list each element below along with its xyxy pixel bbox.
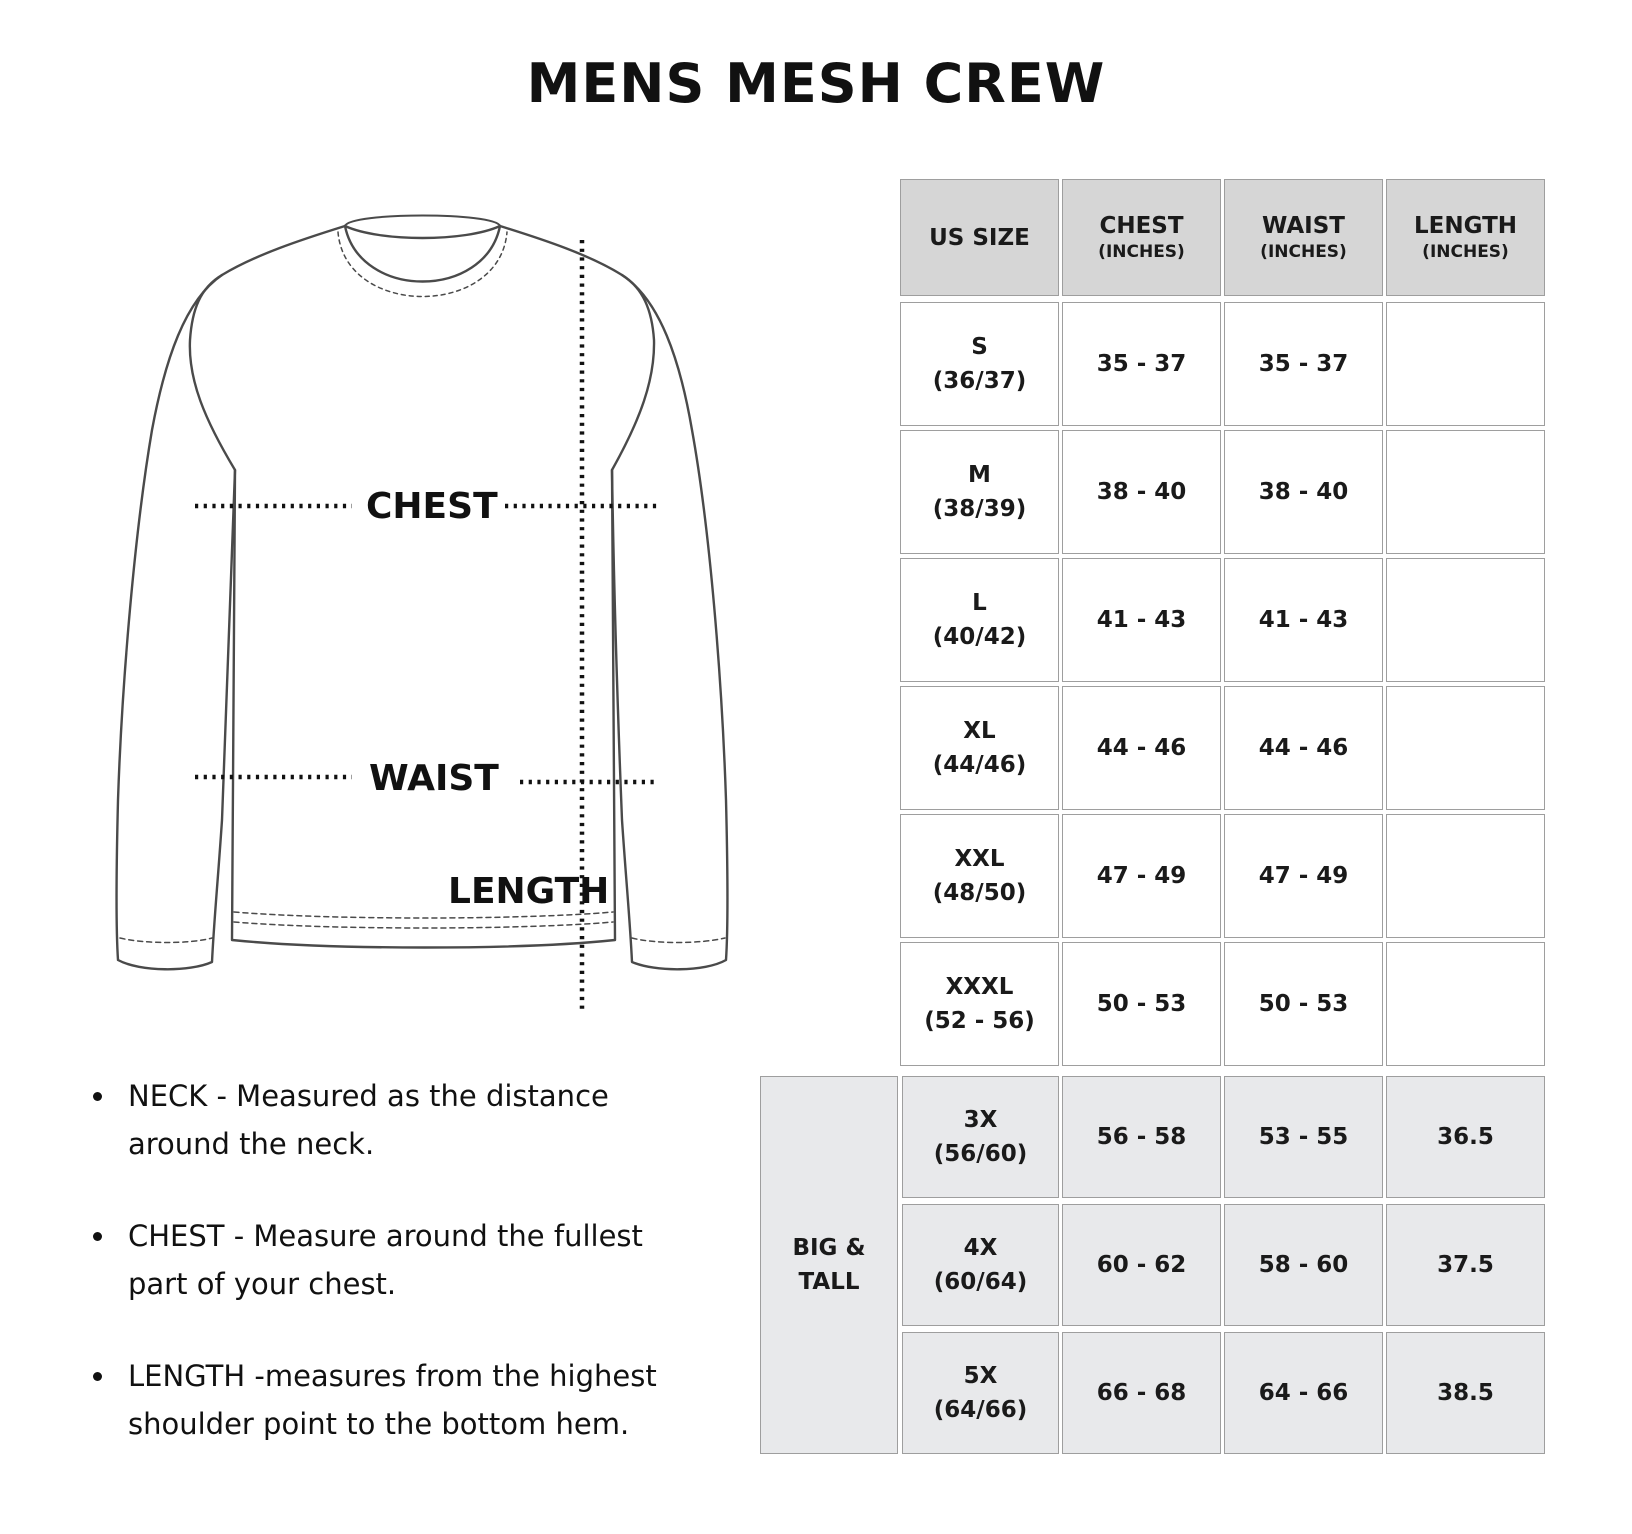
size-name: XXL	[954, 846, 1005, 872]
measurement-notes	[90, 1072, 730, 1492]
shirt-body-outline	[190, 226, 654, 948]
table-row-size-cell	[902, 1076, 1059, 1198]
table-row-size-cell	[900, 302, 1059, 426]
header-unit: (INCHES)	[1260, 241, 1347, 262]
size-name: XXXL	[945, 974, 1014, 1000]
note-line: around the neck.	[128, 1127, 375, 1161]
page-title: MENS MESH CREW	[526, 52, 1106, 115]
table-cell-chest: 47 - 49	[1062, 814, 1221, 938]
table-cell-length: 36.5	[1386, 1076, 1545, 1198]
header-waist	[1224, 179, 1383, 296]
table-cell-waist: 47 - 49	[1224, 814, 1383, 938]
table-row-size-cell	[900, 430, 1059, 554]
table-cell-waist: 64 - 66	[1224, 1332, 1383, 1454]
table-cell-waist: 41 - 43	[1224, 558, 1383, 682]
size-name: XL	[963, 718, 996, 744]
header-length	[1386, 179, 1545, 296]
table-row-size-cell	[902, 1332, 1059, 1454]
right-sleeve-outline	[612, 275, 728, 969]
table-row-size-cell	[900, 686, 1059, 810]
table-row-size-cell	[902, 1204, 1059, 1326]
table-cell-chest: 66 - 68	[1062, 1332, 1221, 1454]
size-alt: (64/66)	[933, 1397, 1028, 1423]
left-sleeve-outline	[117, 275, 236, 969]
header-label: LENGTH	[1413, 212, 1518, 239]
table-cell-chest: 38 - 40	[1062, 430, 1221, 554]
length-label: LENGTH	[448, 871, 610, 912]
table-cell-waist: 35 - 37	[1224, 302, 1383, 426]
size-name: 4X	[963, 1235, 998, 1261]
garment-diagram	[0, 0, 760, 1040]
size-name: L	[972, 590, 987, 616]
size-alt: (36/37)	[932, 368, 1027, 394]
big-tall-label	[760, 1076, 898, 1454]
table-cell-chest: 44 - 46	[1062, 686, 1221, 810]
table-cell-waist: 38 - 40	[1224, 430, 1383, 554]
table-cell-length: 38.5	[1386, 1332, 1545, 1454]
size-name: M	[968, 462, 991, 488]
table-cell-chest: 60 - 62	[1062, 1204, 1221, 1326]
header-label: CHEST	[1099, 212, 1184, 239]
header-us-size	[900, 179, 1059, 296]
header-unit: (INCHES)	[1098, 241, 1185, 262]
note-line: shoulder point to the bottom hem.	[128, 1407, 630, 1441]
note-line: part of your chest.	[128, 1267, 397, 1301]
table-cell-length	[1386, 558, 1545, 682]
size-alt: (38/39)	[932, 496, 1027, 522]
note-line: CHEST - Measure around the fullest	[128, 1219, 643, 1253]
size-name: 5X	[963, 1363, 998, 1389]
size-alt: (56/60)	[933, 1141, 1028, 1167]
size-alt: (52 - 56)	[924, 1008, 1035, 1034]
table-cell-waist: 58 - 60	[1224, 1204, 1383, 1326]
table-cell-chest: 35 - 37	[1062, 302, 1221, 426]
size-alt: (48/50)	[932, 880, 1027, 906]
table-cell-chest: 56 - 58	[1062, 1076, 1221, 1198]
table-cell-length	[1386, 302, 1545, 426]
table-cell-length	[1386, 942, 1545, 1066]
table-row-size-cell	[900, 814, 1059, 938]
header-unit: (INCHES)	[1422, 241, 1509, 262]
table-cell-length	[1386, 430, 1545, 554]
table-row-size-cell	[900, 558, 1059, 682]
size-alt: (40/42)	[932, 624, 1027, 650]
table-cell-chest: 50 - 53	[1062, 942, 1221, 1066]
table-cell-chest: 41 - 43	[1062, 558, 1221, 682]
note-neck	[90, 1072, 730, 1168]
note-line: NECK - Measured as the distance	[128, 1079, 609, 1113]
size-name: S	[971, 334, 988, 360]
size-alt: (44/46)	[932, 752, 1027, 778]
note-chest	[90, 1212, 730, 1308]
size-name: 3X	[963, 1107, 998, 1133]
waist-label: WAIST	[369, 758, 499, 799]
table-cell-waist: 50 - 53	[1224, 942, 1383, 1066]
table-cell-length: 37.5	[1386, 1204, 1545, 1326]
table-cell-length	[1386, 814, 1545, 938]
big-tall-label-line: TALL	[798, 1269, 860, 1295]
note-line: LENGTH -measures from the highest	[128, 1359, 657, 1393]
chest-label: CHEST	[366, 486, 498, 527]
table-cell-waist: 53 - 55	[1224, 1076, 1383, 1198]
big-tall-label-line: BIG &	[792, 1235, 866, 1261]
header-chest	[1062, 179, 1221, 296]
table-cell-waist: 44 - 46	[1224, 686, 1383, 810]
header-label: US SIZE	[929, 224, 1030, 251]
size-alt: (60/64)	[933, 1269, 1028, 1295]
neckline-rib	[345, 216, 500, 227]
table-cell-length	[1386, 686, 1545, 810]
note-length	[90, 1352, 730, 1448]
header-label: WAIST	[1262, 212, 1345, 239]
neckline-inner	[345, 226, 500, 238]
table-row-size-cell	[900, 942, 1059, 1066]
